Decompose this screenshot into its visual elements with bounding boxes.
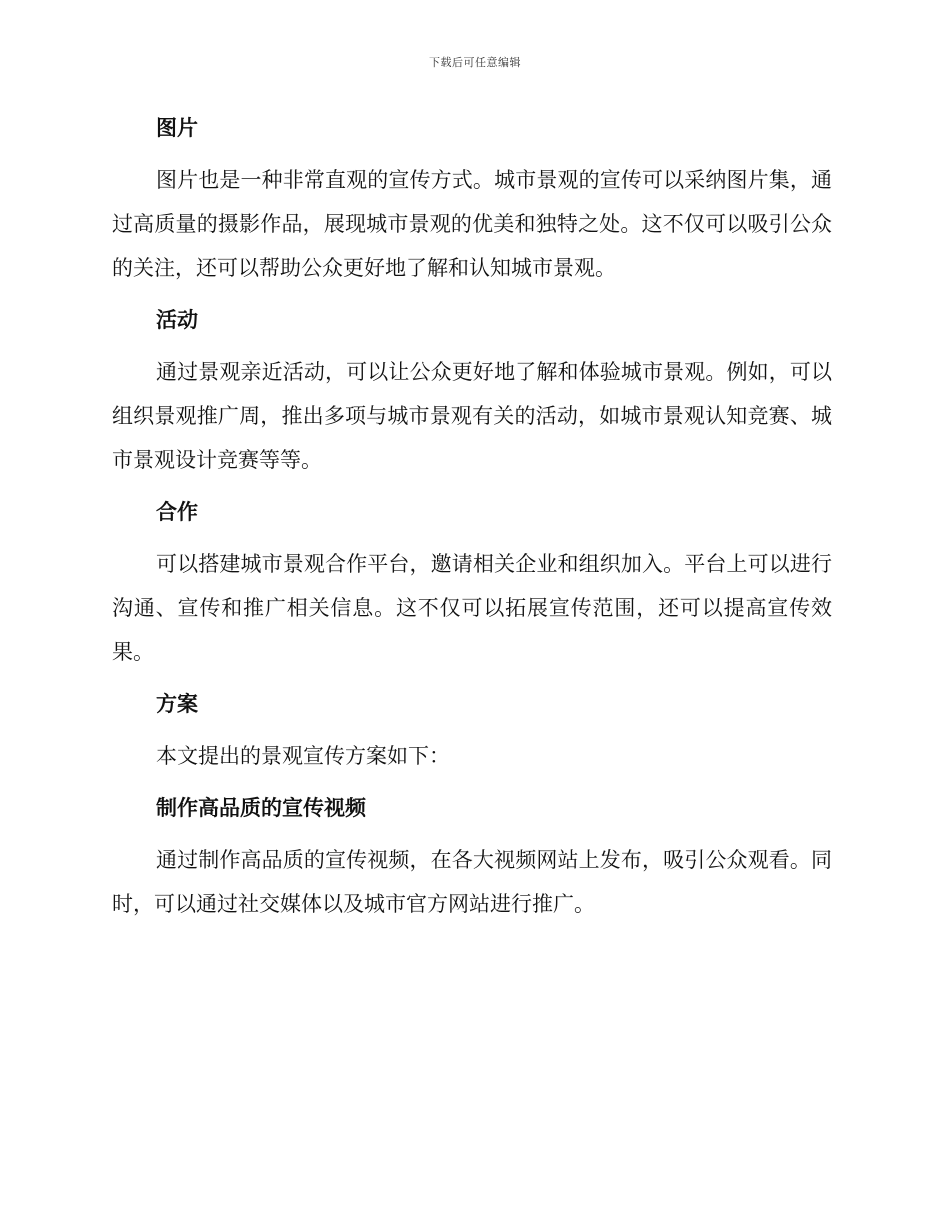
document-body (112, 108, 832, 936)
section-heading-plan: 方案 (156, 692, 198, 716)
section-heading-pictures: 图片 (156, 116, 198, 140)
section-paragraph-plan: 本文提出的景观宣传方案如下： (156, 744, 450, 768)
section-heading-activities: 活动 (156, 308, 198, 332)
section-paragraph-video: 通过制作高品质的宣传视频，在各大视频网站上发布，吸引公众观看。同时，可以通过社交媒体以及城市官方网站进行推广。 (112, 848, 832, 916)
section-heading-cooperation: 合作 (156, 500, 198, 524)
page-header-note: 下载后可任意编辑 (429, 56, 521, 69)
section-paragraph-pictures: 图片也是一种非常直观的宣传方式。城市景观的宣传可以采纳图片集，通过高质量的摄影作品，展现城市景观的优美和独特之处。这不仅可以吸引公众的关注，还可以帮助公众更好地了解和认知城市景观。 (112, 168, 832, 280)
section-paragraph-activities: 通过景观亲近活动，可以让公众更好地了解和体验城市景观。例如，可以组织景观推广周，推出多项与城市景观有关的活动，如城市景观认知竞赛、城市景观设计竞赛等等。 (112, 360, 832, 472)
section-paragraph-cooperation: 可以搭建城市景观合作平台，邀请相关企业和组织加入。平台上可以进行沟通、宣传和推广相关信息。这不仅可以拓展宣传范围，还可以提高宣传效果。 (112, 552, 832, 664)
section-heading-video: 制作高品质的宣传视频 (156, 796, 366, 820)
